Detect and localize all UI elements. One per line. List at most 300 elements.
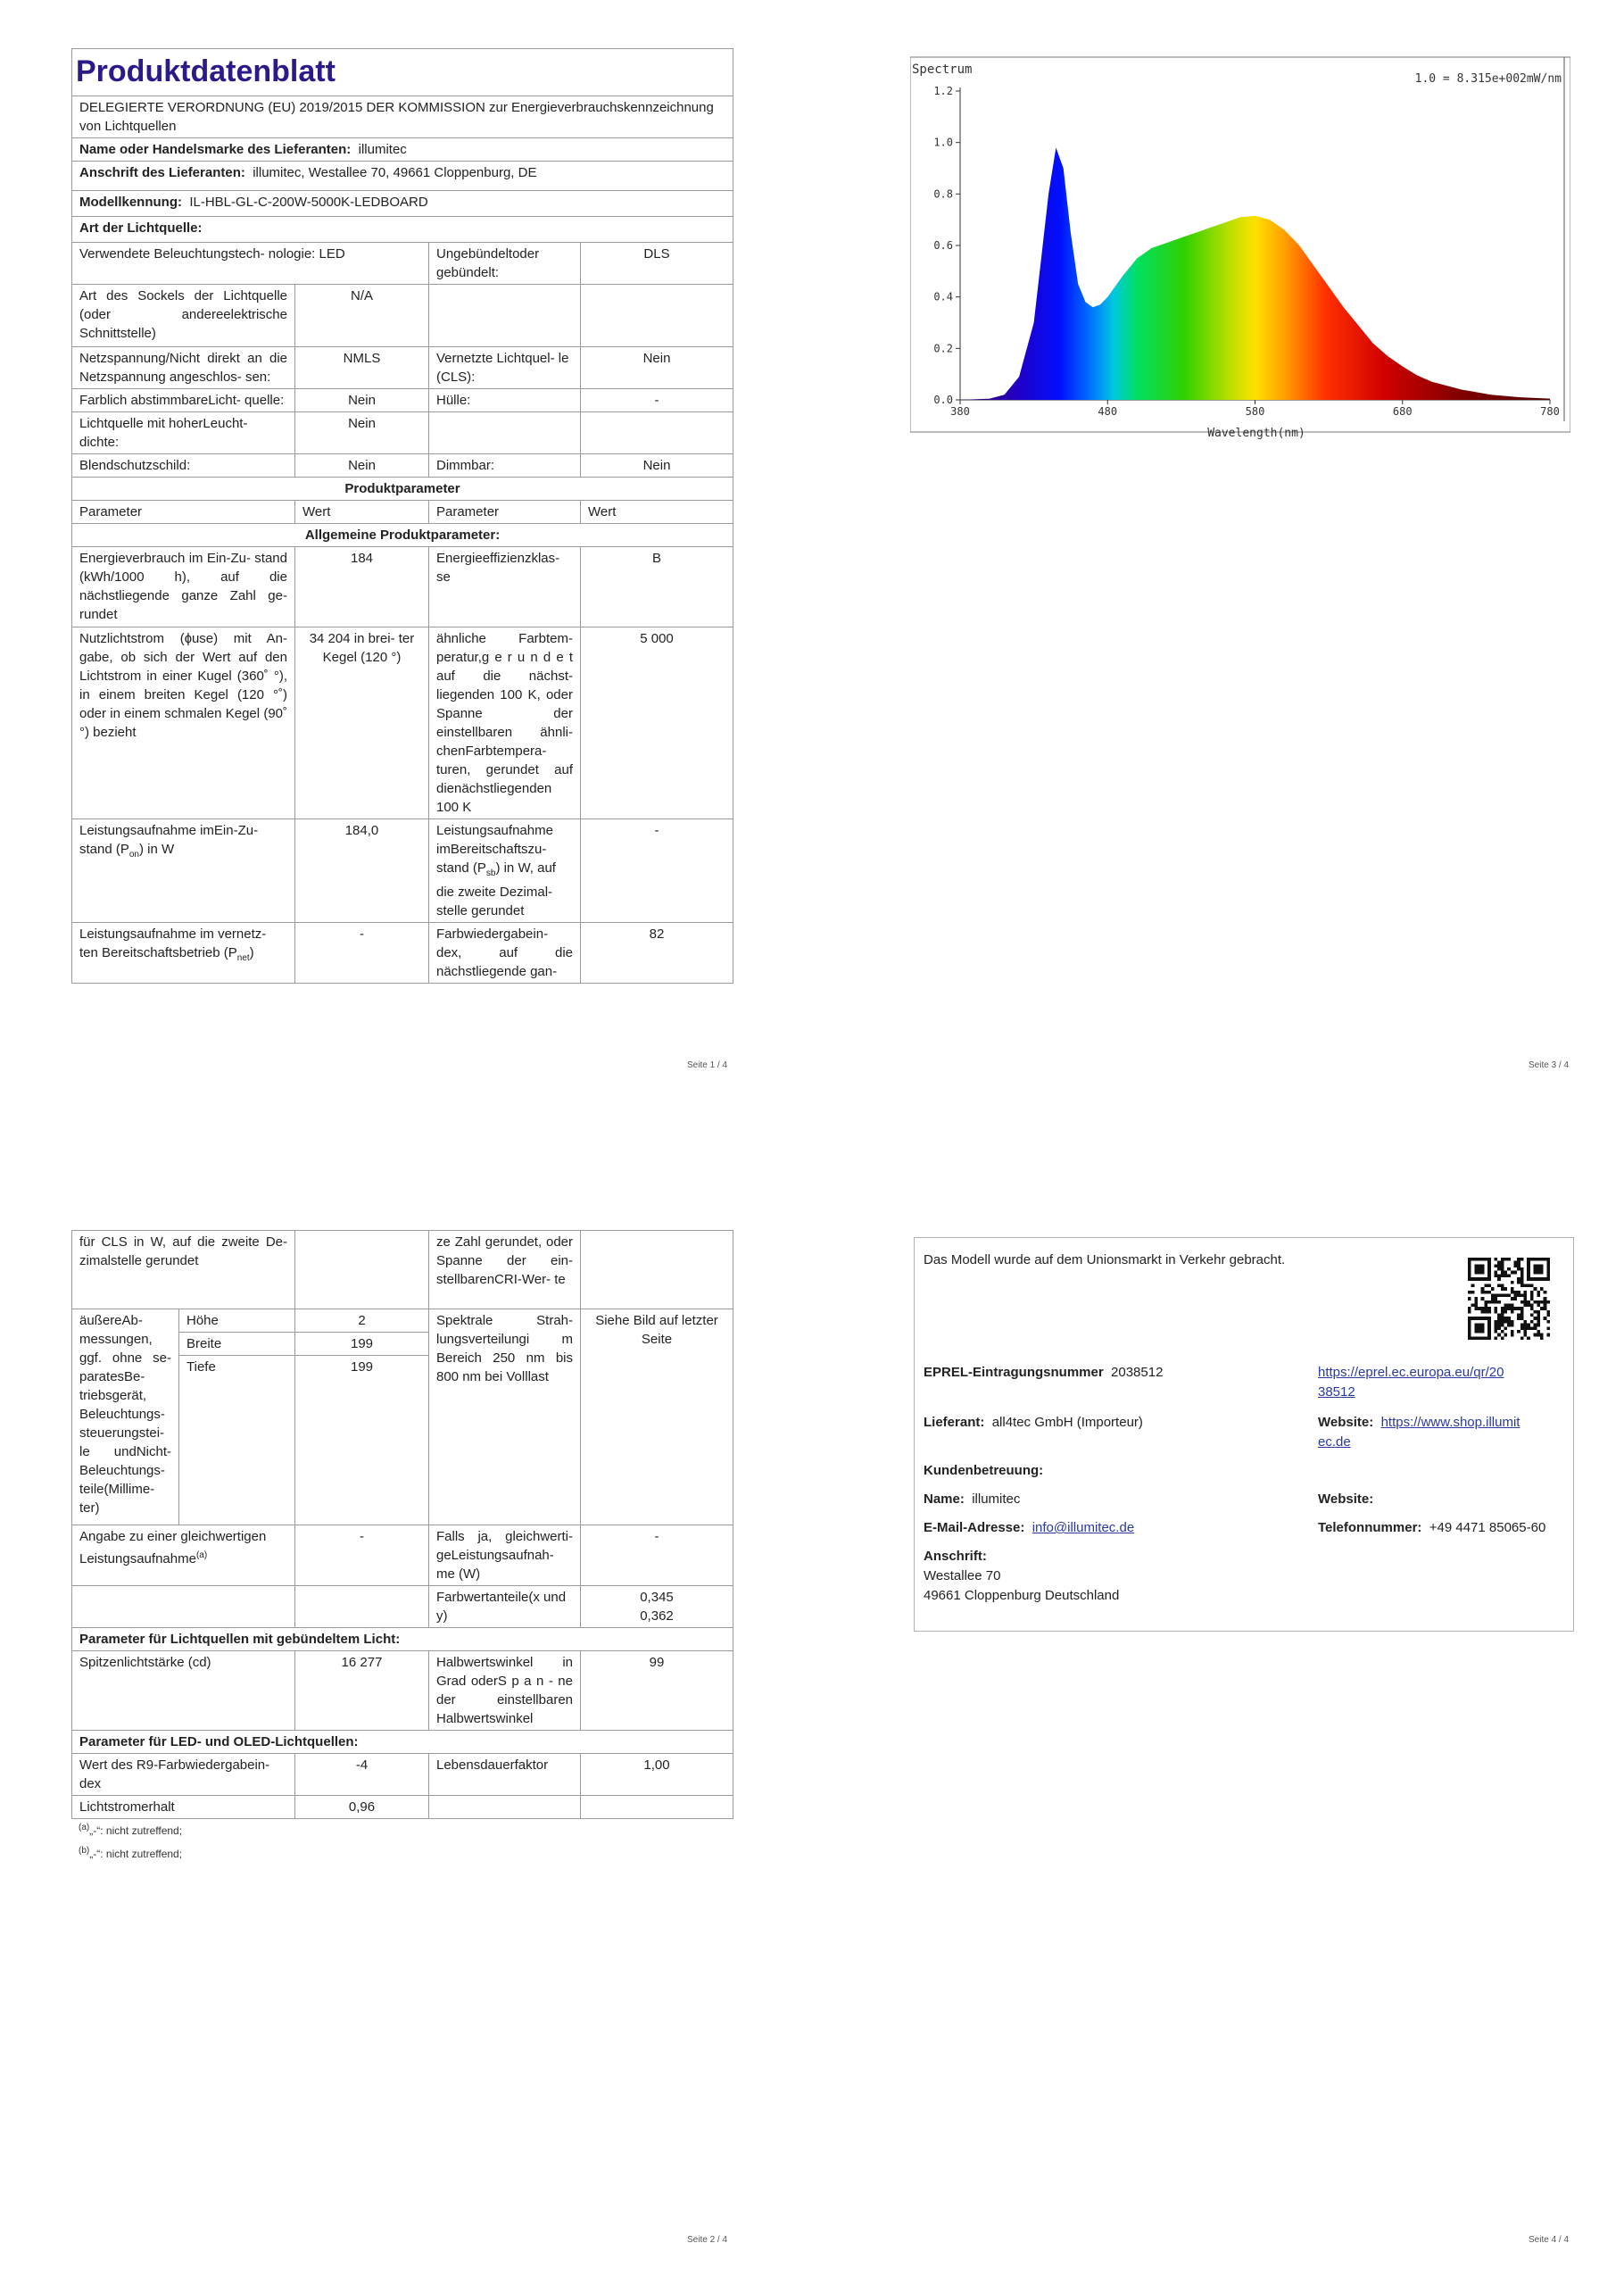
qr-module — [1501, 1274, 1504, 1277]
energy-label: Energieverbrauch im Ein-Zu- stand (kWh/1000 h), auf die nächstliegende ganze Zahl ge- rundet — [72, 547, 295, 627]
qr-module — [1537, 1334, 1540, 1337]
qr-module — [1474, 1324, 1478, 1327]
pnet-sub: net — [236, 953, 250, 963]
qr-module — [1474, 1336, 1478, 1340]
qr-module — [1534, 1287, 1537, 1291]
qr-module — [1511, 1310, 1514, 1314]
qr-module — [1494, 1293, 1497, 1297]
qr-module — [1468, 1267, 1471, 1271]
spectrum-svg — [910, 55, 1570, 439]
qr-module — [1540, 1300, 1544, 1304]
qr-module — [1514, 1297, 1518, 1300]
name-row — [924, 1490, 1020, 1509]
datasheet-table-page-2 — [71, 1230, 733, 1819]
qr-module — [1471, 1277, 1475, 1281]
eprel-label: EPREL-Eintragungsnummer — [924, 1365, 1104, 1380]
qr-module — [1478, 1326, 1481, 1330]
eprel-value: 2038512 — [1111, 1365, 1164, 1380]
qr-module — [1540, 1287, 1544, 1291]
qr-module — [1530, 1320, 1534, 1324]
qr-module — [1534, 1258, 1537, 1261]
qr-code-icon — [1468, 1258, 1550, 1340]
qr-module — [1468, 1307, 1471, 1310]
qr-module — [1471, 1317, 1475, 1320]
qr-module — [1546, 1314, 1550, 1317]
glare-shield-label: Blendschutzschild: — [72, 454, 295, 478]
datasheet-table-page-1 — [71, 48, 733, 984]
pnet-label-end: ) — [249, 945, 254, 960]
psb-value: - — [581, 819, 733, 923]
flux-label: Nutzlichtstrom (ɸuse) mit An- gabe, ob sich der Wert auf den Lichtstrom in einer Kugel (360˚ °), in einem breiten Kegel (120 °˚) oder in einem schmalen Kegel (90˚ °) bezieht — [72, 627, 295, 819]
qr-module — [1494, 1300, 1497, 1304]
col-value-2: Wert — [581, 501, 733, 524]
qr-module — [1540, 1258, 1544, 1261]
qr-module — [1501, 1336, 1504, 1340]
width-value: 199 — [295, 1333, 429, 1356]
pon-value: 184,0 — [295, 819, 429, 923]
qr-module — [1494, 1297, 1497, 1300]
phone-label: Telefonnummer: — [1318, 1520, 1422, 1535]
width-label: Breite — [179, 1333, 295, 1356]
y-tick-label: 0.8 — [933, 187, 953, 201]
qr-module — [1474, 1300, 1478, 1304]
qr-module — [1497, 1277, 1501, 1281]
qr-module — [1481, 1330, 1485, 1334]
qr-module — [1474, 1271, 1478, 1275]
qr-module — [1474, 1277, 1478, 1281]
spectrum-chart — [910, 55, 1570, 439]
eprel-link-line1[interactable]: https://eprel.ec.europa.eu/qr/20 — [1318, 1365, 1504, 1380]
qr-module — [1511, 1287, 1514, 1291]
qr-module — [1487, 1300, 1491, 1304]
supplier-row — [924, 1413, 1143, 1433]
email-row — [924, 1518, 1134, 1538]
colour-tunable-label: Farblich abstimmbareLicht- quelle: — [72, 389, 295, 412]
qr-module — [1484, 1310, 1487, 1314]
dimmable-value: Nein — [581, 454, 733, 478]
mains-value: NMLS — [295, 347, 429, 389]
qr-module — [1491, 1300, 1495, 1304]
supplier-name-row — [72, 138, 733, 162]
qr-module — [1534, 1326, 1537, 1330]
qr-module — [1484, 1307, 1487, 1310]
qr-module — [1501, 1330, 1504, 1334]
qr-module — [1544, 1291, 1547, 1294]
qr-module — [1537, 1304, 1540, 1308]
qr-module — [1544, 1297, 1547, 1300]
qr-module — [1481, 1264, 1485, 1267]
spectrum-title: Spectrum — [912, 62, 973, 77]
high-luminance-value: Nein — [295, 412, 429, 454]
qr-module — [1530, 1314, 1534, 1317]
cct-value: 5 000 — [581, 627, 733, 819]
qr-module — [1497, 1324, 1501, 1327]
qr-module — [1524, 1284, 1528, 1287]
qr-module — [1468, 1297, 1471, 1300]
qr-module — [1478, 1336, 1481, 1340]
qr-module — [1481, 1336, 1485, 1340]
qr-module — [1487, 1284, 1491, 1287]
qr-module — [1474, 1267, 1478, 1271]
footnote-a-text: „-“: nicht zutreffend; — [89, 1824, 183, 1837]
cct-label: ähnliche Farbtem- peratur,g e r u n d e t auf die nächst- liegenden 100 K, oder Spanne der einstellbaren ähnli- chenFarbtempera- turen, gerundet auf dienächstliegenden 100 K — [429, 627, 581, 819]
qr-module — [1540, 1264, 1544, 1267]
qr-module — [1511, 1320, 1514, 1324]
qr-module — [1471, 1291, 1475, 1294]
qr-module — [1474, 1326, 1478, 1330]
qr-module — [1504, 1320, 1507, 1324]
qr-module — [1514, 1291, 1518, 1294]
qr-module — [1511, 1304, 1514, 1308]
qr-module — [1520, 1314, 1524, 1317]
qr-module — [1520, 1271, 1524, 1275]
qr-module — [1517, 1261, 1520, 1265]
qr-module — [1540, 1334, 1544, 1337]
qr-module — [1471, 1258, 1475, 1261]
qr-module — [1537, 1314, 1540, 1317]
height-value: 2 — [295, 1309, 429, 1333]
equiv-value: - — [295, 1525, 429, 1586]
qr-module — [1537, 1264, 1540, 1267]
qr-module — [1546, 1320, 1550, 1324]
qr-module — [1487, 1326, 1491, 1330]
qr-module — [1544, 1304, 1547, 1308]
qr-module — [1534, 1334, 1537, 1337]
pnet-label — [72, 923, 295, 984]
qr-module — [1494, 1310, 1497, 1314]
qr-module — [1534, 1324, 1537, 1327]
qr-module — [1481, 1307, 1485, 1310]
eprel-link[interactable] — [1318, 1363, 1504, 1402]
qr-module — [1524, 1297, 1528, 1300]
x-tick-label: 780 — [1540, 405, 1560, 418]
qr-module — [1501, 1314, 1504, 1317]
qr-module — [1544, 1277, 1547, 1281]
qr-module — [1491, 1287, 1495, 1291]
qr-module — [1507, 1267, 1511, 1271]
qr-module — [1501, 1284, 1504, 1287]
qr-module — [1534, 1277, 1537, 1281]
website-link-line2[interactable]: ec.de — [1318, 1434, 1351, 1450]
eprel-row — [924, 1363, 1163, 1383]
qr-module — [1507, 1307, 1511, 1310]
qr-module — [1497, 1264, 1501, 1267]
qr-module — [1530, 1307, 1534, 1310]
model-label: Modellkennung: — [79, 195, 182, 210]
equiv-power-value: - — [581, 1525, 733, 1586]
qr-module — [1497, 1293, 1501, 1297]
cri-value: 82 — [581, 923, 733, 984]
peak-label: Spitzenlichtstärke (cd) — [72, 1651, 295, 1731]
qr-module — [1537, 1267, 1540, 1271]
qr-module — [1546, 1261, 1550, 1265]
qr-module — [1544, 1317, 1547, 1320]
page-number-2: Seite 2 / 4 — [687, 2235, 728, 2245]
qr-module — [1501, 1258, 1504, 1261]
qr-module — [1537, 1320, 1540, 1324]
address-line-2: 49661 Cloppenburg Deutschland — [924, 1588, 1120, 1603]
qr-module — [1511, 1324, 1514, 1327]
address-label: Anschrift: — [924, 1549, 987, 1564]
qr-module — [1537, 1277, 1540, 1281]
qr-module — [1520, 1277, 1524, 1281]
qr-module — [1514, 1261, 1518, 1265]
qr-module — [1504, 1287, 1507, 1291]
qr-module — [1524, 1293, 1528, 1297]
lumen-maint-value: 0,96 — [295, 1796, 429, 1819]
qr-module — [1507, 1258, 1511, 1261]
pon-sub: on — [128, 850, 139, 860]
qr-module — [1527, 1271, 1530, 1275]
qr-module — [1501, 1317, 1504, 1320]
qr-module — [1527, 1267, 1530, 1271]
qr-module — [1530, 1258, 1534, 1261]
eprel-link-line2[interactable]: 38512 — [1318, 1384, 1355, 1400]
y-tick-label: 0.6 — [933, 239, 953, 252]
chroma-x: 0,345 — [640, 1590, 674, 1605]
qr-module — [1501, 1320, 1504, 1324]
qr-module — [1546, 1267, 1550, 1271]
qr-module — [1501, 1324, 1504, 1327]
qr-module — [1491, 1297, 1495, 1300]
psb-label-end: ) in W, auf die zweite Dezimal- stelle gerundet — [436, 860, 556, 918]
qr-module — [1514, 1264, 1518, 1267]
qr-module — [1504, 1293, 1507, 1297]
phone-value: +49 4471 85065-60 — [1429, 1520, 1546, 1535]
chroma-label: Farbwertanteile(x und y) — [429, 1586, 581, 1628]
qr-module — [1487, 1336, 1491, 1340]
qr-module — [1491, 1293, 1495, 1297]
model-row — [72, 191, 733, 217]
qr-module — [1517, 1258, 1520, 1261]
qr-module — [1497, 1261, 1501, 1265]
depth-value: 199 — [295, 1356, 429, 1525]
qr-module — [1504, 1317, 1507, 1320]
qr-module — [1507, 1317, 1511, 1320]
qr-module — [1530, 1291, 1534, 1294]
qr-module — [1530, 1297, 1534, 1300]
qr-module — [1481, 1317, 1485, 1320]
pon-label — [72, 819, 295, 923]
tech-cell — [72, 243, 429, 285]
qr-module — [1497, 1320, 1501, 1324]
tech-label: Verwendete Beleuchtungstech- nologie: — [79, 246, 316, 262]
qr-module — [1481, 1326, 1485, 1330]
qr-module — [1501, 1271, 1504, 1275]
qr-module — [1527, 1304, 1530, 1308]
qr-module — [1530, 1326, 1534, 1330]
website2-label: Website: — [1318, 1491, 1374, 1507]
qr-module — [1507, 1324, 1511, 1327]
qr-module — [1514, 1271, 1518, 1275]
qr-module — [1468, 1274, 1471, 1277]
qr-module — [1517, 1267, 1520, 1271]
qr-module — [1494, 1274, 1497, 1277]
qr-module — [1527, 1264, 1530, 1267]
flux-value: 34 204 in brei- ter Kegel (120 °) — [295, 627, 429, 819]
qr-module — [1546, 1300, 1550, 1304]
page-2 — [71, 1230, 733, 1819]
qr-module — [1517, 1293, 1520, 1297]
qr-module — [1517, 1314, 1520, 1317]
qr-module — [1468, 1258, 1471, 1261]
pnet-value: - — [295, 923, 429, 984]
qr-module — [1514, 1307, 1518, 1310]
x-tick-label: 480 — [1098, 405, 1118, 418]
envelope-value: - — [581, 389, 733, 412]
y-tick-label: 0.2 — [933, 342, 953, 355]
qr-module — [1520, 1284, 1524, 1287]
supplier-name-label: Name oder Handelsmarke des Lieferanten: — [79, 142, 352, 157]
equiv-sup: (a) — [195, 1550, 208, 1560]
qr-module — [1468, 1320, 1471, 1324]
qr-module — [1468, 1291, 1471, 1294]
page-1 — [71, 48, 733, 984]
qr-module — [1471, 1336, 1475, 1340]
qr-module — [1507, 1320, 1511, 1324]
qr-module — [1527, 1336, 1530, 1340]
lumen-maint-label: Lichtstromerhalt — [72, 1796, 295, 1819]
glare-shield-value: Nein — [295, 454, 429, 478]
page-number-1: Seite 1 / 4 — [687, 1060, 728, 1070]
qr-module — [1524, 1324, 1528, 1327]
phone-row — [1318, 1518, 1545, 1538]
qr-module — [1534, 1271, 1537, 1275]
qr-module — [1497, 1326, 1501, 1330]
name-label: Name: — [924, 1491, 965, 1507]
footnote-b — [79, 1846, 182, 1860]
qr-module — [1474, 1297, 1478, 1300]
qr-module — [1534, 1267, 1537, 1271]
qr-module — [1527, 1300, 1530, 1304]
qr-module — [1520, 1336, 1524, 1340]
qr-module — [1494, 1307, 1497, 1310]
beam-value: 99 — [581, 1651, 733, 1731]
qr-module — [1504, 1271, 1507, 1275]
qr-module — [1537, 1271, 1540, 1275]
survival-label: Lebensdauerfaktor — [429, 1754, 581, 1796]
qr-module — [1474, 1307, 1478, 1310]
footnote-a-mark: (a) — [79, 1823, 90, 1832]
qr-module — [1537, 1324, 1540, 1327]
qr-module — [1481, 1291, 1485, 1294]
qr-module — [1474, 1317, 1478, 1320]
qr-module — [1487, 1320, 1491, 1324]
qr-module — [1468, 1324, 1471, 1327]
qr-module — [1478, 1307, 1481, 1310]
qr-module — [1524, 1320, 1528, 1324]
qr-module — [1507, 1304, 1511, 1308]
qr-module — [1481, 1297, 1485, 1300]
qr-module — [1534, 1317, 1537, 1320]
qr-module — [1504, 1304, 1507, 1308]
qr-module — [1474, 1258, 1478, 1261]
spectral-label: Spektrale Strah- lungsverteilungi m Bereich 250 nm bis 800 nm bei Volllast — [429, 1309, 581, 1525]
qr-module — [1504, 1310, 1507, 1314]
qr-module — [1524, 1334, 1528, 1337]
qr-module — [1494, 1320, 1497, 1324]
qr-module — [1520, 1326, 1524, 1330]
qr-module — [1487, 1334, 1491, 1337]
qr-module — [1527, 1258, 1530, 1261]
qr-module — [1524, 1300, 1528, 1304]
qr-module — [1478, 1264, 1481, 1267]
qr-module — [1478, 1317, 1481, 1320]
qr-module — [1494, 1264, 1497, 1267]
qr-module — [1497, 1317, 1501, 1320]
qr-module — [1540, 1267, 1544, 1271]
energy-value: 184 — [295, 547, 429, 627]
beam-label: Halbwertswinkel in Grad oderS p a n - ne der einstellbaren Halbwertswinkel — [429, 1651, 581, 1731]
qr-module — [1507, 1274, 1511, 1277]
height-label: Höhe — [179, 1309, 295, 1333]
chroma-values — [581, 1586, 733, 1628]
col-param-2: Parameter — [429, 501, 581, 524]
qr-module — [1517, 1291, 1520, 1294]
supplier-address-label: Anschrift des Lieferanten: — [79, 165, 245, 180]
qr-module — [1481, 1271, 1485, 1275]
qr-module — [1524, 1330, 1528, 1334]
qr-module — [1524, 1326, 1528, 1330]
footnote-b-mark: (b) — [79, 1846, 90, 1856]
qr-module — [1546, 1334, 1550, 1337]
qr-module — [1468, 1277, 1471, 1281]
equiv-label — [72, 1525, 295, 1586]
qr-module — [1537, 1317, 1540, 1320]
qr-module — [1520, 1293, 1524, 1297]
qr-module — [1530, 1277, 1534, 1281]
qr-module — [1478, 1277, 1481, 1281]
qr-module — [1537, 1310, 1540, 1314]
qr-module — [1487, 1258, 1491, 1261]
qr-module — [1487, 1291, 1491, 1294]
qr-module — [1501, 1287, 1504, 1291]
qr-module — [1517, 1317, 1520, 1320]
qr-module — [1537, 1330, 1540, 1334]
focus-value: DLS — [581, 243, 733, 285]
website-link-line1[interactable]: https://www.shop.illumit — [1380, 1415, 1520, 1430]
y-tick-label: 0.4 — [933, 290, 953, 303]
qr-module — [1530, 1293, 1534, 1297]
email-link[interactable]: info@illumitec.de — [1032, 1520, 1135, 1535]
qr-module — [1517, 1277, 1520, 1281]
qr-module — [1478, 1258, 1481, 1261]
supplier-value: all4tec GmbH (Importeur) — [991, 1415, 1143, 1430]
qr-module — [1534, 1264, 1537, 1267]
qr-module — [1520, 1317, 1524, 1320]
cont-left-text: für CLS in W, auf die zweite De- zimalstelle gerundet — [72, 1231, 295, 1309]
qr-module — [1511, 1271, 1514, 1275]
qr-module — [1527, 1326, 1530, 1330]
qr-module — [1527, 1261, 1530, 1265]
x-tick-label: 380 — [950, 405, 970, 418]
x-tick-label: 680 — [1392, 405, 1413, 418]
qr-module — [1540, 1271, 1544, 1275]
qr-module — [1471, 1304, 1475, 1308]
qr-module — [1527, 1324, 1530, 1327]
qr-module — [1534, 1310, 1537, 1314]
qr-module — [1517, 1307, 1520, 1310]
qr-module — [1478, 1330, 1481, 1334]
qr-module — [1494, 1258, 1497, 1261]
qr-module — [1497, 1314, 1501, 1317]
qr-module — [1494, 1336, 1497, 1340]
chroma-y: 0,362 — [640, 1608, 674, 1624]
qr-module — [1501, 1261, 1504, 1265]
qr-module — [1537, 1293, 1540, 1297]
qr-module — [1487, 1317, 1491, 1320]
name-value: illumitec — [972, 1491, 1021, 1507]
